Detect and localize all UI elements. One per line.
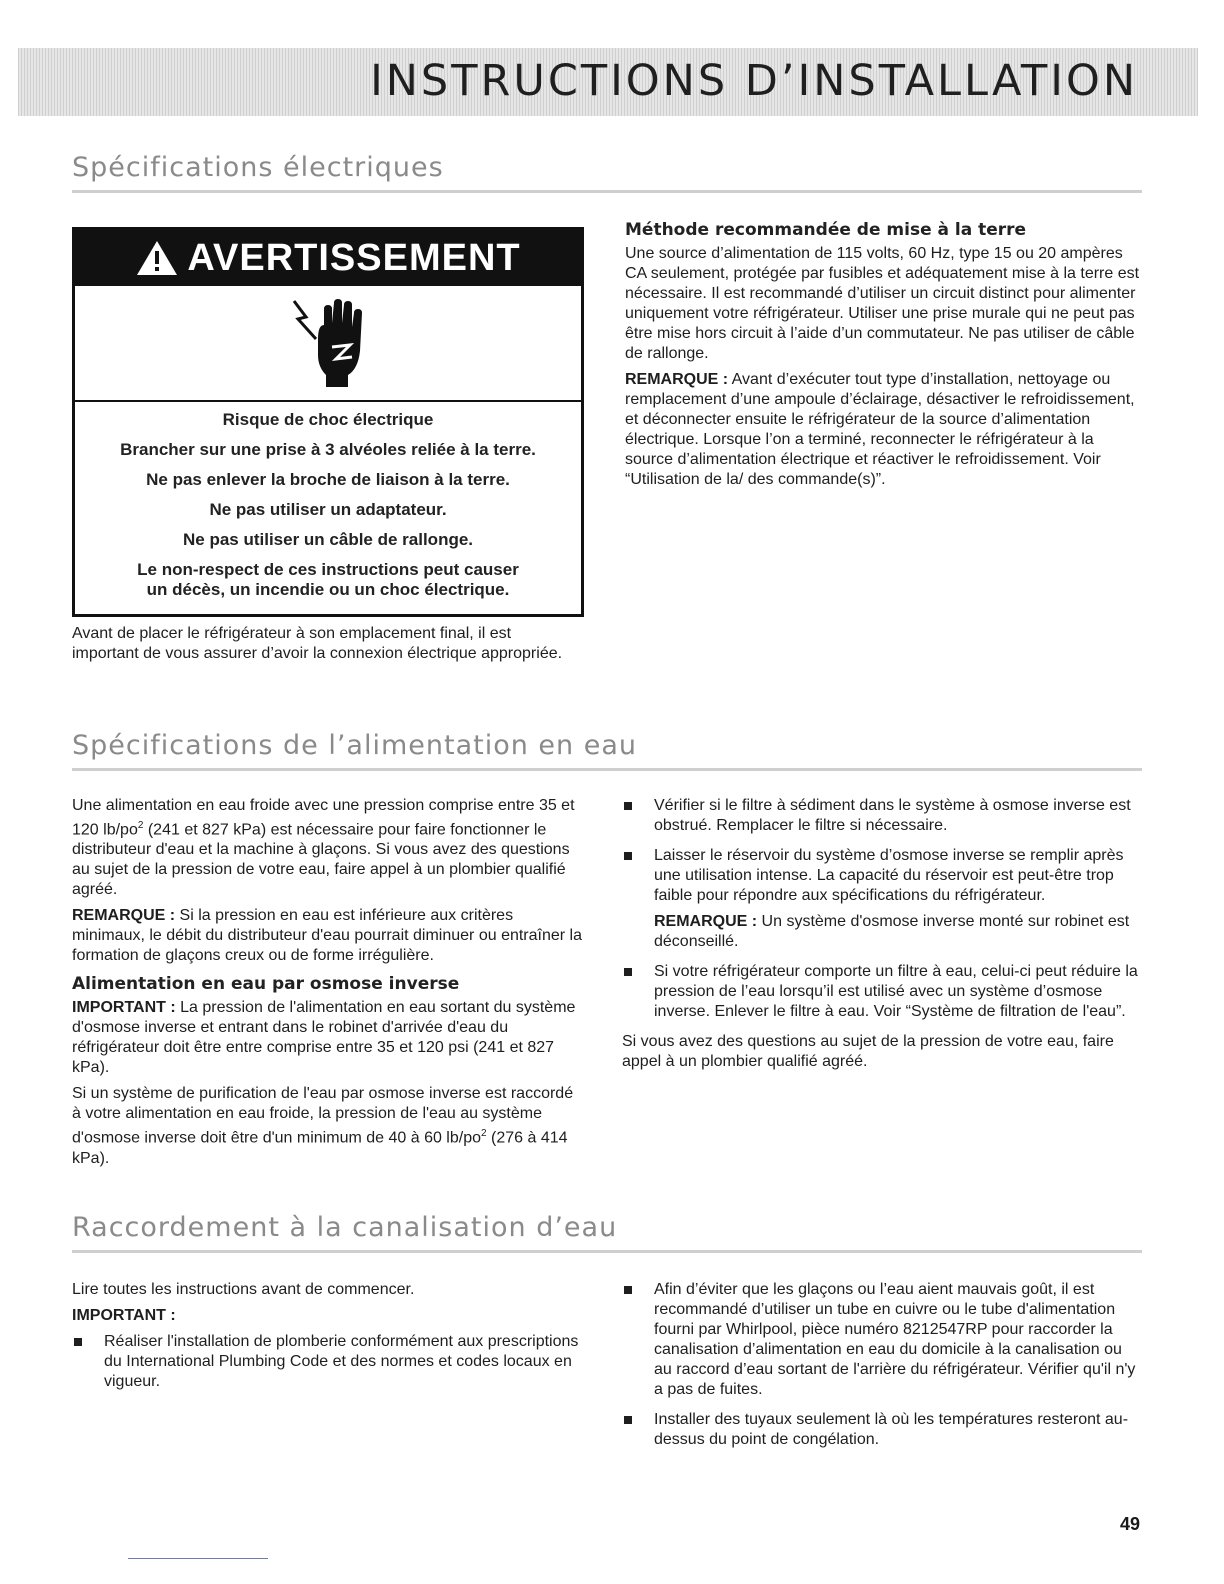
electric-shock-hand-icon: [288, 295, 368, 391]
water-line-left: [72, 1280, 582, 1402]
section-rule: [72, 1250, 1142, 1253]
water-line-bullets-left: [72, 1332, 582, 1392]
electrical-note: [72, 624, 572, 670]
warning-line: Brancher sur une prise à 3 alvéoles reliée à la terre.: [120, 440, 536, 459]
page-banner: [18, 48, 1198, 116]
reverse-osmosis-paragraph: Si un système de purification de l'eau par osmose inverse est raccordé à votre alimentation en eau froide, la pression de l'eau au système d'osmose inverse doit être d'un minimum de 40 à 60 $lb/po^2$ (276 à 414 kPa).: [72, 1085, 574, 1167]
footer-rule: [128, 1558, 268, 1559]
after-warning-text: Avant de placer le réfrigérateur à son emplacement final, il est important de vous assurer d’avoir la connexion électrique appropriée.: [72, 625, 563, 662]
warning-box: [72, 227, 584, 617]
warning-header: [75, 230, 581, 286]
grounding-remark: REMARQUE : Avant d’exécuter tout type d’installation, nettoyage ou remplacement d’une ampoule d’éclairage, désactiver le refroidissement, et déconnecter ensuite le réfrigérateur de la source d’alimentation électrique. Lorsque l’on a terminé, reconnecter le réfrigérateur à la source d’alimentation électrique et réactiver le refroidissement. Voir “Utilisation de la/ des commande(s)”.: [625, 371, 1135, 488]
grounding-paragraph: Une source d’alimentation de 115 volts, 60 Hz, type 15 ou 20 ampères CA seulement, protégée par fusibles et adéquatement mise à la terre est nécessaire. Il est recommandé d’utiliser un circuit distinct pour alimenter uniquement votre réfrigérateur. Utiliser une prise murale qui ne peut pas être mise hors circuit à l’aide d’un commutateur. Ne pas utiliser de câble de rallonge.: [625, 245, 1140, 362]
water-supply-closing: Si vous avez des questions au sujet de la pression de votre eau, faire appel à un plombier qualifié agréé.: [622, 1033, 1114, 1070]
page-number: 49: [1119, 1514, 1140, 1534]
reverse-osmosis-subheading: Alimentation en eau par osmose inverse: [72, 974, 460, 995]
list-item: Afin d’éviter que les glaçons ou l’eau aient mauvais goût, il est recommandé d’utiliser un tube en cuivre ou le tube d'alimentation fourni par Whirlpool, pièce numéro 8212547RP pour raccorder la canalisation d’alimentation en eau du domicile à la canalisation ou au raccord d’eau sortant de l'arrière du réfrigérateur. Vérifier qu'il n'y a pas de fuites.: [622, 1280, 1142, 1400]
section-rule: [72, 768, 1142, 771]
section-title-water-line: Raccordement à la canalisation d’eau: [72, 1212, 618, 1243]
warning-line: Ne pas enlever la broche de liaison à la terre.: [146, 470, 510, 489]
list-item: Laisser le réservoir du système d’osmose inverse se remplir après une utilisation intense. La capacité du réservoir est peut-être trop faible pour répondre aux spécifications du réfrigérateur. REMARQUE : Un système d'osmose inverse monté sur robinet est déconseillé.: [622, 846, 1142, 952]
water-pressure-paragraph: Une alimentation en eau froide avec une pression comprise entre 35 et 120 $lb/po^2$ (241 et 827 kPa) est nécessaire pour faire fonctionner le distributeur d'eau et la machine à glaçons. Si vous avez des questions au sujet de la pression de votre eau, faire appel à un plombier qualifié agréé.: [72, 797, 575, 899]
list-item: Installer des tuyaux seulement là où les températures resteront au-dessus du point de congélation.: [622, 1410, 1142, 1450]
water-remark: REMARQUE : Si la pression en eau est inférieure aux critères minimaux, le débit du distributeur d'eau pourrait diminuer ou entraîner la formation de glaçons creux ou de forme irrégulière.: [72, 907, 582, 965]
water-line-important: IMPORTANT :: [72, 1307, 176, 1324]
list-item: Réaliser l'installation de plomberie conformément aux prescriptions du International Plumbing Code et des normes et codes locaux en vigueur.: [72, 1332, 582, 1392]
water-supply-right: [622, 796, 1142, 1078]
warning-consequence: Le non-respect de ces instructions peut causer un décès, un incendie ou un choc électrique.: [137, 560, 519, 599]
grounding-column: [625, 220, 1145, 496]
warning-line: Ne pas utiliser un adaptateur.: [209, 500, 447, 519]
warning-lines: [75, 402, 581, 600]
warning-line: Risque de choc électrique: [222, 410, 434, 429]
reverse-osmosis-important: IMPORTANT : La pression de l'alimentation en eau sortant du système d'osmose inverse et entrant dans le robinet d'arrivée d'eau du réfrigérateur doit être entre comprise entre 35 et 120 psi (241 et 827 kPa).: [72, 999, 576, 1077]
section-title-electrical: Spécifications électriques: [72, 152, 444, 183]
water-supply-left: [72, 796, 582, 1175]
grounding-subheading: Méthode recommandée de mise à la terre: [625, 220, 1027, 240]
water-line-right: [622, 1280, 1142, 1460]
water-line-intro: Lire toutes les instructions avant de commencer.: [72, 1281, 415, 1298]
water-supply-bullets: [622, 796, 1142, 1022]
section-title-water-supply: Spécifications de l’alimentation en eau: [72, 730, 637, 761]
banner-title: INSTRUCTIONS D’INSTALLATION: [370, 56, 1138, 106]
shock-icon-area: [75, 286, 581, 402]
warning-triangle-icon: [135, 239, 179, 277]
ro-remark: REMARQUE : Un système d'osmose inverse monté sur robinet est déconseillé.: [654, 913, 1130, 950]
warning-line: Ne pas utiliser un câble de rallonge.: [182, 530, 474, 549]
water-line-bullets-right: [622, 1280, 1142, 1450]
warning-heading: AVERTISSEMENT: [187, 236, 521, 279]
list-item: Si votre réfrigérateur comporte un filtre à eau, celui-ci peut réduire la pression de l’eau lorsqu’il est utilisé avec un système d’osmose inverse. Enlever le filtre à eau. Voir “Système de filtration de l'eau”.: [622, 962, 1142, 1022]
section-rule: [72, 190, 1142, 193]
list-item: Vérifier si le filtre à sédiment dans le système à osmose inverse est obstrué. Remplacer le filtre si nécessaire.: [622, 796, 1142, 836]
